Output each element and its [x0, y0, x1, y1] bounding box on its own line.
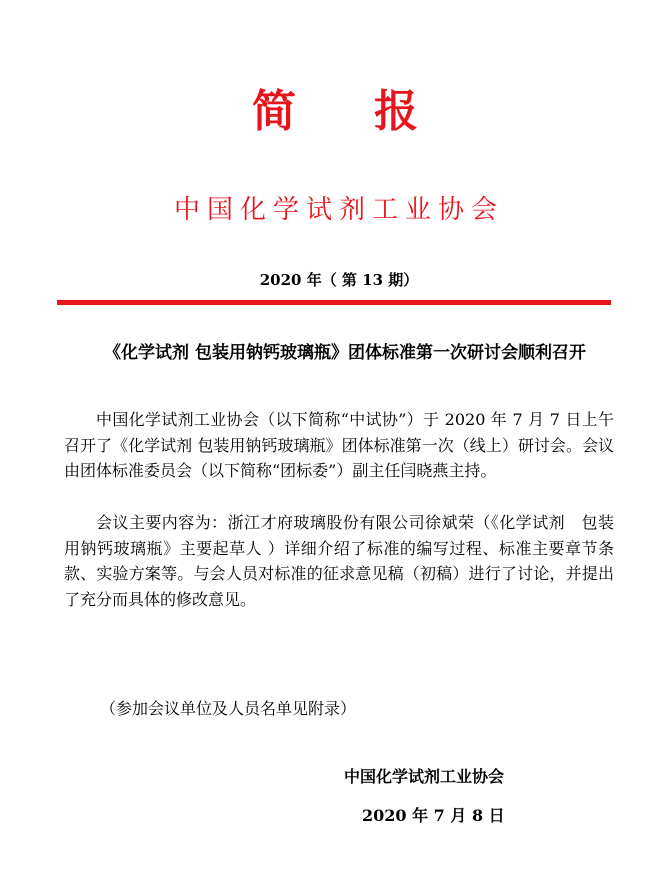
- article-paragraph-2: 会议主要内容为：浙江才府玻璃股份有限公司徐斌荣（《化学试剂 包装用钠钙玻璃瓶》主要起草人 ）详细介绍了标准的编写过程、标准主要章节条款、实验方案等。与会人员对标准的征求意见稿（初稿）进行了讨论，并提出了充分而具体的修改意见。: [64, 513, 614, 609]
- issue-number: 2020 年（ 第 13 期）: [259, 271, 419, 289]
- bulletin-title: [0, 82, 670, 142]
- signature-date: 2020 年 7 月 8 日: [362, 806, 505, 825]
- article-paragraph-1: 中国化学试剂工业协会（以下简称“中试协”）于 2020 年 7 月 7 日上午召开了《化学试剂 包装用钠钙玻璃瓶》团体标准第一次（线上）研讨会。会议由团体标准委员会（以下简称“团标委”）副主任闫晓燕主持。: [64, 410, 614, 480]
- bulletin-title-char-1: 简: [252, 86, 296, 137]
- organization-title: 中国化学试剂工业协会: [173, 195, 504, 225]
- article-headline: 《化学试剂 包装用钠钙玻璃瓶》团体标准第一次研讨会顺利召开: [104, 343, 586, 363]
- bulletin-title-char-2: 报: [374, 86, 418, 137]
- appendix-note: （参加会议单位及人员名单见附录）: [100, 699, 357, 718]
- red-divider-line: [57, 300, 611, 305]
- signature-organization: 中国化学试剂工业协会: [344, 767, 505, 786]
